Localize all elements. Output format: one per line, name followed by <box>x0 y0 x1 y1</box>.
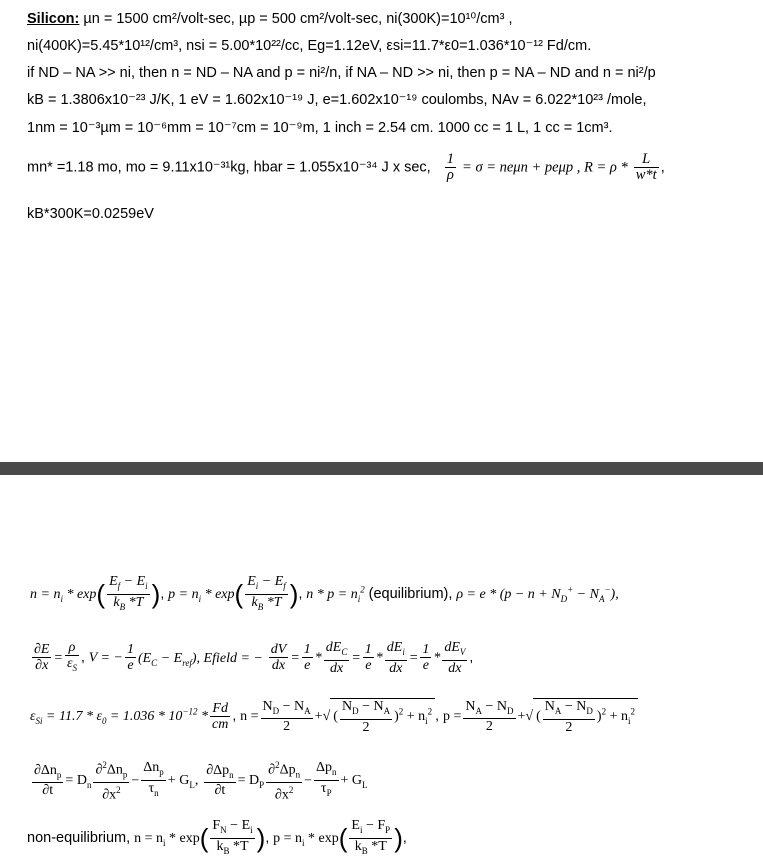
nonequilibrium-label: non-equilibrium, <box>27 830 131 846</box>
silicon-line-7: kB*300K=0.0259eV <box>27 206 154 222</box>
silicon-label: Silicon: <box>27 11 80 27</box>
quasi-fermi-equation: non-equilibrium, $n = n_i * \exp$( $\frac{F_N - E_i}{k_B *T}$ ), $p = n_i * \exp$( $\frac{E_i - F_P}{k_B *T}$ ), <box>27 818 407 856</box>
silicon-line-2: ni(400K)=5.45*10¹²/cm³, nsi = 5.00*10²²/cc, Eg=1.12eV, εsi=11.7*ε0=1.036*10⁻¹² Fd/cm. <box>27 38 592 54</box>
mass-hbar-text: mn* =1.18 mo, mo = 9.11x10⁻³¹kg, hbar = 1.055x10⁻³⁴ J x sec, <box>27 159 431 176</box>
silicon-line-6: mn* =1.18 mo, mo = 9.11x10⁻³¹kg, hbar = 1.055x10⁻³⁴ J x sec, $\frac{1}{\rho}$ = σ = neμn + peμp , R = ρ * $\frac{L}{w*t}$ , <box>27 151 665 183</box>
silicon-line-4: kB = 1.3806x10⁻²³ J/K, 1 eV = 1.602x10⁻¹⁹ J, e=1.602x10⁻¹⁹ coulombs, NAv = 6.022*10²³ /mole, <box>27 92 647 108</box>
resistance-fraction: $\frac{L}{w*t}$ <box>635 151 657 183</box>
conductivity-equation: = σ = neμn + peμp , R = ρ * <box>462 159 628 176</box>
equilibrium-label: (equilibrium), <box>368 586 453 602</box>
mobility-text: µn = 1500 cm²/volt-sec, µp = 500 cm²/volt-sec, ni(300K)=10¹⁰/cm³ , <box>83 11 513 27</box>
silicon-line-5: 1nm = 10⁻³µm = 10⁻⁶mm = 10⁻⁷cm = 10⁻⁹m, 1 inch = 2.54 cm. 1000 cc = 1 L, 1 cc = 1cm³. <box>27 120 613 136</box>
resistivity-fraction: $\frac{1}{\rho}$ <box>446 151 454 183</box>
carrier-density-equation: $n = n_i * \exp$( $\frac{E_f - E_i}{k_B *T}$ ), $p = n_i * \exp$( $\frac{E_i - E_f}{k_B *T}$ ), $n * p = n_i^2$ (equilibrium), $\rho = e * (p - n + N_D^+ - N_A^-)$, <box>30 574 619 612</box>
silicon-line-1 <box>27 10 513 28</box>
section-divider <box>0 462 763 475</box>
continuity-equation: $\frac{\partial\Delta n_p}{\partial t}$ = $D_n$ $\frac{\partial^2\Delta n_p}{\partial x^2}$ − $\frac{\Delta n_p}{\tau_n}$ + $G_L$, $\frac{\partial\Delta p_n}{\partial t}$ = $D_P$ $\frac{\partial^2\Delta p_n}{\partial x^2}$ − $\frac{\Delta p_n}{\tau_P}$ + $G_L$ <box>34 760 368 804</box>
silicon-line-3: if ND – NA >> ni, then n = ND – NA and p = ni²/n, if NA – ND >> ni, then p = NA – ND and n = ni²/p <box>27 65 656 81</box>
poisson-equation: $\frac{\partial E}{\partial x}$ = $\frac{\rho}{\varepsilon_S}$ , V = − $\frac{1}{e}$ $(E_C - E_{ref})$, Efield = − $\frac{dV}{dx}$ = $\frac{1}{e}$ * $\frac{dE_C}{dx}$ = $\frac{1}{e}$ * $\frac{dE_i}{dx}$ = $\frac{1}{e}$ * $\frac{dE_V}{dx}$ , <box>34 640 474 676</box>
permittivity-density-equation: $\varepsilon_{Si} = 11.7 * \varepsilon_0 = 1.036 * 10^{-12}$ * $\frac{Fd}{cm}$ , n = $\frac{N_D - N_A}{2}$ +√ ( $\frac{N_D - N_A}{2}$ )$^2 + n_i^2$ , p = $\frac{N_A - N_D}{2}$ +√ ( $\frac{N_A - N_D}{2}$ )$^2 + n_i^2$ <box>30 698 638 735</box>
